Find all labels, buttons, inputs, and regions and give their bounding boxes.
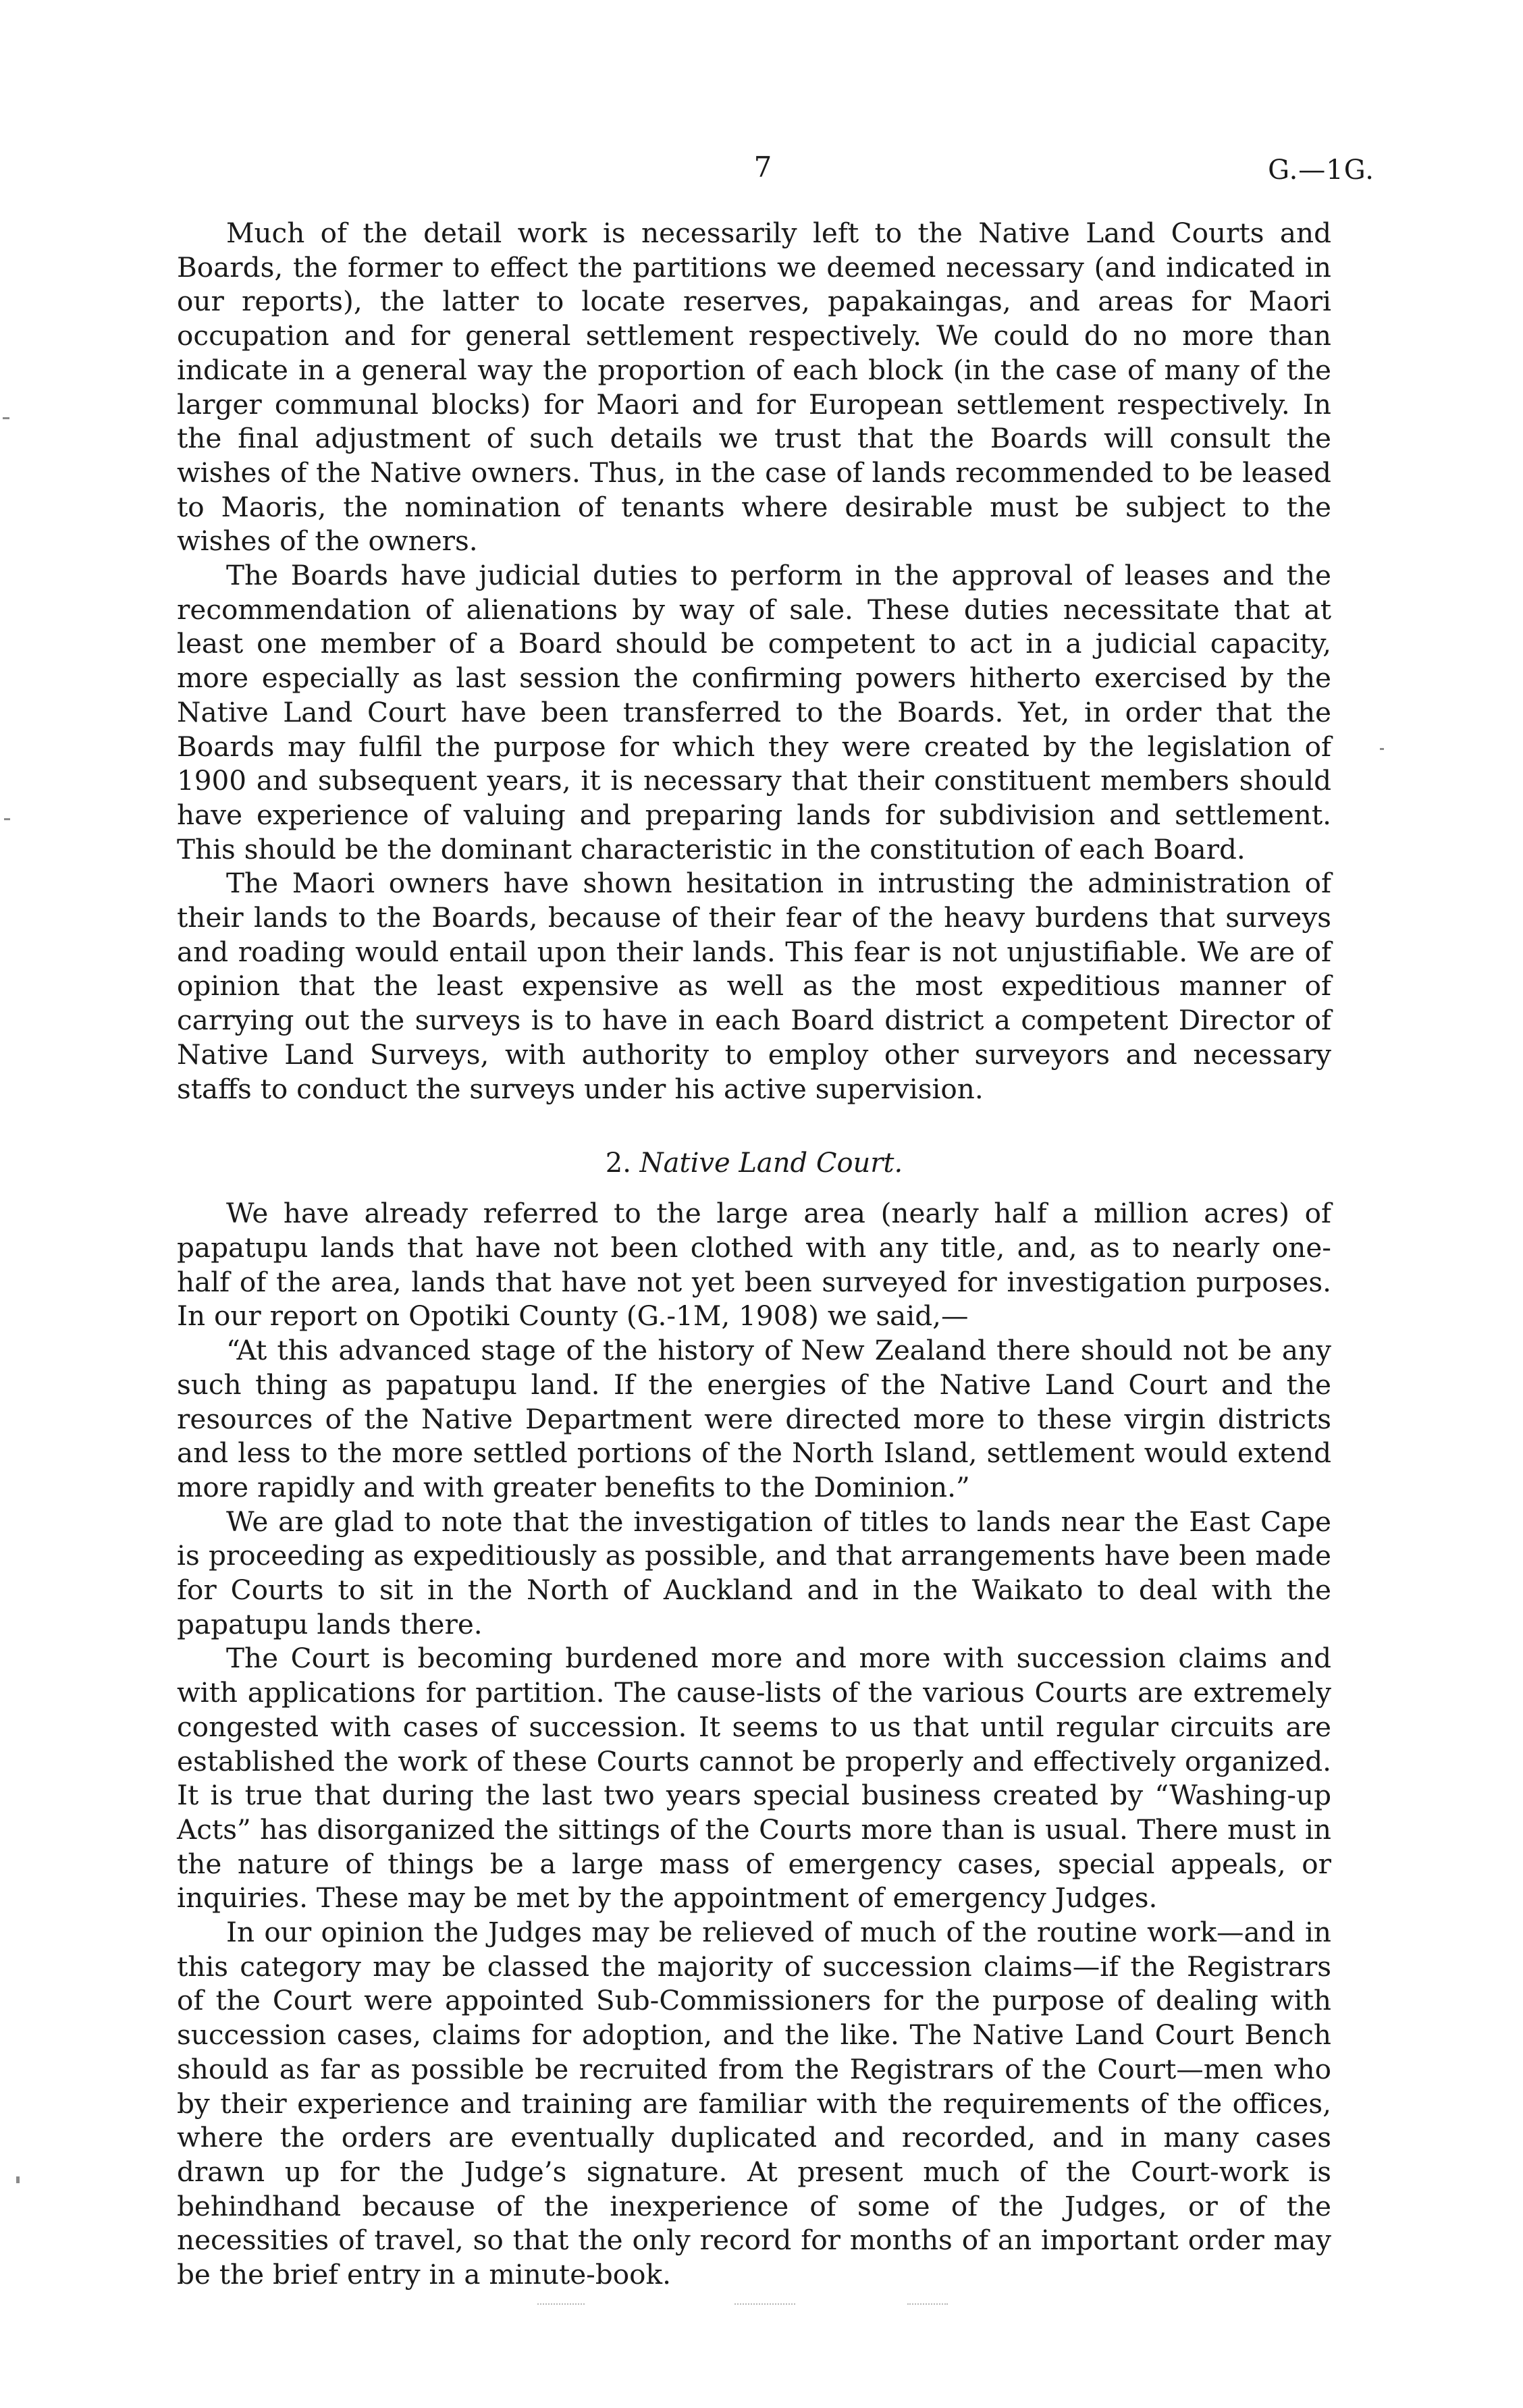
section-title: Native Land Court. bbox=[639, 1148, 903, 1179]
scan-dots bbox=[907, 2303, 948, 2307]
scan-speck bbox=[1380, 748, 1384, 750]
scan-dots bbox=[734, 2303, 795, 2307]
paragraph: Much of the detail work is necessarily left to the Native Land Courts and Boards, the former to effect the partitions we deemed necessary (and indicated in our reports), the latter to locate reserves, papakaingas, and areas for Maori occupation and for general settlement respectively. We could do no more than indicate in a general way the proportion of each block (in the case of many of the larger communal blocks) for Maori and for European settlement respectively. In the final adjustment of such details we trust that the Boards will consult the wishes of the Native owners. Thus, in the case of lands recommended to be leased to Maoris, the nomination of tenants where desirable must be subject to the wishes of the owners. bbox=[177, 217, 1331, 558]
paragraph: The Court is becoming burdened more and more with succession claims and with applications for partition. The cause-lists of the various Courts are extremely congested with cases of succession. It seems to us that until regular circuits are established the work of these Courts cannot be properly and effectively organized. It is true that during the last two years special business created by “Washing-up Acts” has disorganized the sittings of the Courts more than is usual. There must in the nature of things be a large mass of emergency cases, special appeals, or inquiries. These may be met by the appointment of emergency Judges. bbox=[177, 1642, 1331, 1915]
scan-speck bbox=[4, 818, 10, 820]
document-reference: G.—1G. bbox=[1268, 155, 1374, 186]
quoted-paragraph: “At this advanced stage of the history of New Zealand there should not be any such thing as papatupu land. If the energies of the Native Land Court and the resources of the Native Department were directed more to these virgin districts and less to the more settled portions of the North Island, settlement would extend more rapidly and with greater benefits to the Dominion.” bbox=[177, 1334, 1331, 1503]
paragraph: In our opinion the Judges may be relieved of much of the routine work—and in this category may be classed the majority of succession claims—if the Registrars of the Court were appointed Sub-Commissioners for the purpose of dealing with succession cases, claims for adoption, and the like. The Native Land Court Bench should as far as possible be recruited from the Registrars of the Court—men who by their experience and training are familiar with the requirements of the offices, where the orders are eventually duplicated and recorded, and in many cases drawn up for the Judge’s signature. At present much of the Court-work is behindhand because of the inexperience of some of the Judges, or of the necessities of travel, so that the only record for months of an important order may be the brief entry in a minute-book. bbox=[177, 1916, 1331, 2291]
paragraph: We have already referred to the large area (nearly half a million acres) of papatupu lands that have not been clothed with any title, and, as to nearly one-half of the area, lands that have not yet been surveyed for investigation purposes. In our report on Opotiki County (G.-1M, 1908) we said,— bbox=[177, 1197, 1331, 1333]
scan-speck bbox=[16, 2176, 20, 2183]
paragraph: We are glad to note that the investigation of titles to lands near the East Cape is proceeding as expeditiously as possible, and that arrangements have been made for Courts to sit in the North of Auckland and in the Waikato to deal with the papatupu lands there. bbox=[177, 1505, 1331, 1640]
scan-speck bbox=[3, 417, 9, 419]
section-number: 2. bbox=[605, 1148, 631, 1179]
paragraph: The Boards have judicial duties to perform in the approval of leases and the recommendation of alienations by way of sale. These duties necessitate that at least one member of a Board should be competent to act in a judicial capacity, more especially as last session the confirming powers hitherto exercised by the Native Land Court have been transferred to the Boards. Yet, in order that the Boards may fulfil the purpose for which they were created by the legislation of 1900 and subsequent years, it is necessary that their constituent members should have experience of valuing and preparing lands for subdivision and settlement. This should be the dominant characteristic in the constitution of each Board. bbox=[177, 559, 1331, 865]
scan-dots bbox=[537, 2303, 585, 2307]
page-number: 7 bbox=[753, 151, 772, 184]
body-text bbox=[177, 216, 1331, 2292]
paragraph: The Maori owners have shown hesitation in intrusting the administration of their lands to the Boards, because of their fear of the heavy burdens that surveys and roading would entail upon their lands. This fear is not unjustifiable. We are of opinion that the least expensive as well as the most expeditious manner of carrying out the surveys is to have in each Board district a competent Director of Native Land Surveys, with authority to employ other surveyors and necessary staffs to conduct the surveys under his active supervision. bbox=[177, 867, 1331, 1105]
section-heading bbox=[177, 1146, 1331, 1180]
